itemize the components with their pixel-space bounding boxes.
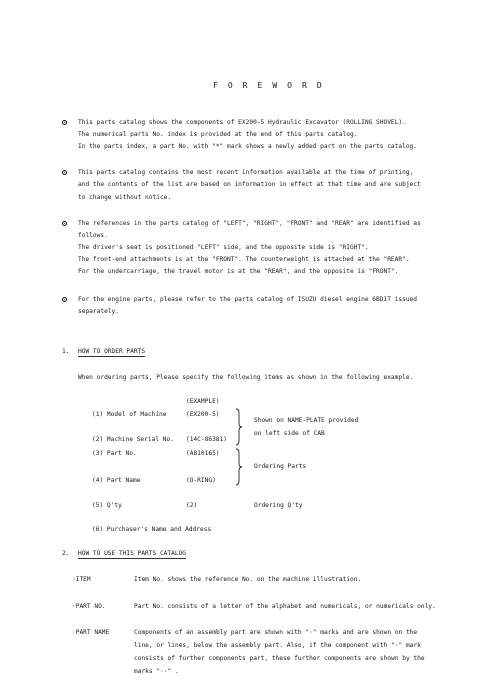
section-1-number: 1.	[62, 348, 70, 355]
entry-part-name-desc-line-2: line, or lines, below the assembly part. Also, if the component with "·" mark	[134, 642, 421, 649]
order-item-5-label: (5) Q'ty	[92, 502, 122, 509]
intro-1-line-3: In the parts index, a part No. with "*" mark shows a newly added part on the parts catalog.	[78, 143, 417, 150]
example-header: (EXAMPLE)	[186, 398, 220, 405]
order-item-3-value: (A810165)	[186, 450, 220, 457]
order-item-1-value: (EX200-5)	[186, 411, 220, 418]
entry-part-name-desc-line-4: marks "··" .	[134, 668, 179, 675]
intro-2-line-1: This parts catalog contains the most recent information available at the time of printing,	[78, 169, 414, 176]
order-item-3-label: (3) Part No.	[92, 450, 137, 457]
intro-4-line-1: For the engine parts, please refer to the parts catalog of ISUZU diesel engine 6BD1T issued	[78, 296, 417, 303]
ordering-parts-note: Ordering Parts	[254, 463, 307, 470]
section-1-intro: When ordering parts, Please specify the following items as shown in the following example.	[78, 374, 414, 381]
entry-part-name-desc-line-3: consists of further components part, these further components are shown by the	[134, 655, 425, 662]
order-item-5-value: (2)	[186, 502, 198, 509]
order-item-4-label: (4) Part Name	[92, 477, 141, 484]
intro-3-line-3: The driver's seat is positioned "LEFT" side, and the opposite side is "RIGHT".	[78, 244, 369, 251]
intro-3-line-2: follows.	[78, 232, 108, 239]
order-item-6-label: (6) Purchaser's Name and Address	[92, 526, 212, 533]
bullet-icon	[62, 170, 67, 175]
nameplate-note-line-1: Shown on NAME-PLATE provided	[254, 417, 359, 424]
entry-part-no-desc: Part No. consists of a letter of the alphabet and numericals, or numericals only.	[134, 603, 436, 610]
nameplate-note-line-2: on left side of CAB	[254, 430, 325, 437]
order-item-1-label: (1) Model of Machine	[92, 411, 167, 418]
section-1-heading: HOW TO ORDER PARTS	[78, 348, 146, 355]
intro-2-line-3: to change without notice.	[78, 194, 172, 201]
bullet-icon	[62, 221, 67, 226]
brace-icon	[234, 408, 244, 446]
entry-item-term: ·ITEM	[72, 576, 91, 583]
ordering-qty-note: Ordering Q'ty	[254, 502, 303, 509]
intro-3-line-4: The front-end attachments is at the "FRONT". The counterweight is attached at the "REAR".	[78, 256, 410, 263]
entry-part-name-desc-line-1: Components of an assembly part are shown with "·" marks and are shown on the	[134, 629, 418, 636]
bullet-icon	[62, 120, 67, 125]
entry-part-name-term: ·PART NAME	[72, 629, 110, 636]
intro-4-line-2: separately.	[78, 308, 119, 315]
page-title: F O R E W O R D	[213, 81, 325, 90]
order-item-2-label: (2) Machine Serial No.	[92, 436, 174, 443]
intro-1-line-2: The numerical parts No. index is provided at the end of this parts catalog.	[78, 131, 358, 138]
order-item-4-value: (O-RING)	[186, 477, 216, 484]
brace-icon	[234, 448, 244, 486]
entry-item-desc: Item No. shows the reference No. on the machine illustration.	[134, 576, 362, 583]
order-item-2-value: (14C-86381)	[186, 436, 227, 443]
intro-1-line-1: This parts catalog shows the components of EX200-5 Hydraulic Excavator (ROLLING SHOVEL).	[78, 119, 406, 126]
entry-part-no-term: ·PART NO.	[72, 603, 106, 610]
intro-3-line-1: The references in the parts catalog of "LEFT", "RIGHT", "FRONT" and "REAR" are identified as	[78, 220, 421, 227]
intro-2-line-2: and the contents of the list are based on information in effect at that time and are subject	[78, 181, 421, 188]
intro-3-line-5: For the undercarriage, the travel motor is at the "REAR", and the opposite is "FRONT".	[78, 268, 399, 275]
section-2-number: 2.	[62, 550, 70, 557]
section-2-heading: HOW TO USE THIS PARTS CATALOG	[78, 550, 187, 557]
bullet-icon	[62, 297, 67, 302]
